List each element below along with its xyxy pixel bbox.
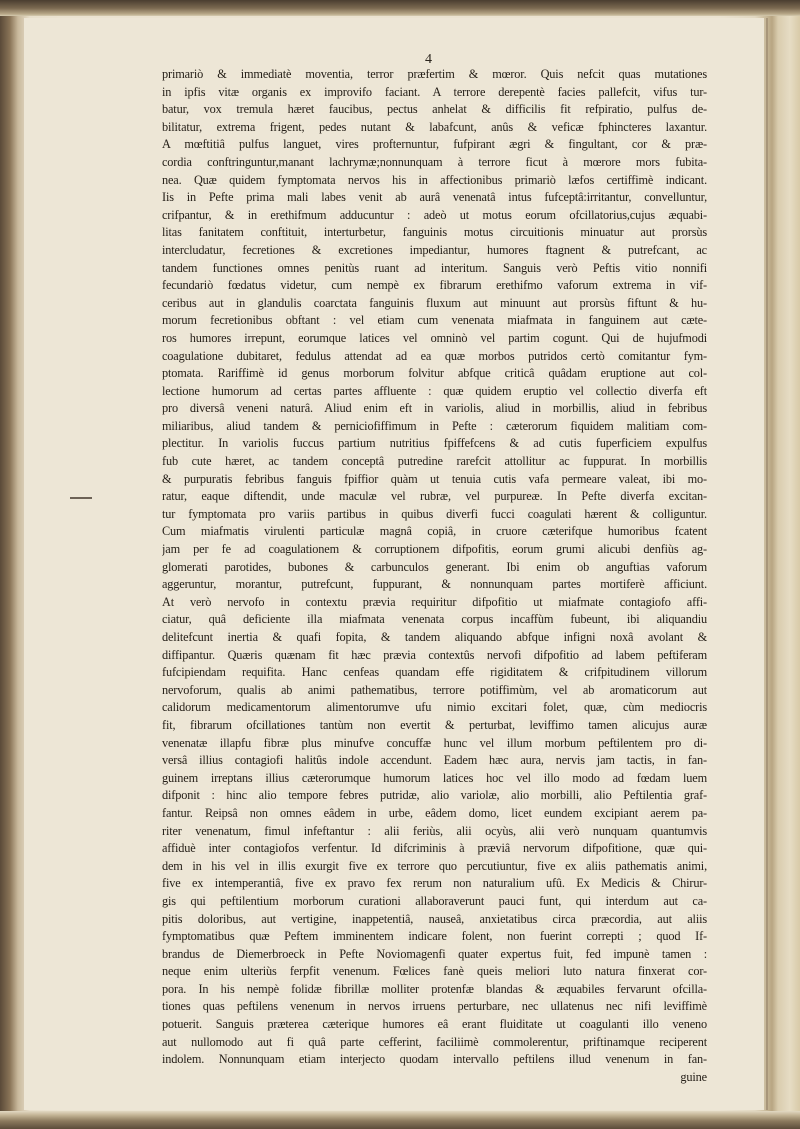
text-line: calidorum medicamentorum alimentorumve ufu nimio excitari folet, quæ, cùm mediocris [162,700,707,715]
text-line: batur, vox tremula hæret faucibus, pectus anhelat & difficilis fit refpiratio, pulfus de- [162,102,707,117]
text-line: potuerit. Sanguis præterea cæterique humores eâ erant fluiditate ut coagulanti illo veneno [162,1017,707,1032]
body-text [162,66,707,1086]
text-line: bilitatur, extrema frigent, pedes nutant & labafcunt, anûs & veficæ fphincteres laxantur. [162,119,707,134]
text-line: miliaribus, aliud tandem & perniciofiffimum in Pefte : cæterorum fiquidem malitiam com- [162,418,707,433]
text-line: tur fymptomata pro variis partibus in quibus diverfi fucci coagulati hærent & colliguntur. [162,506,707,521]
text-line: ptomata. Rariffimè id genus morborum folvitur abfque criticâ quâdam eruptione aut col- [162,366,707,381]
text-line: nervoforum, qualis ab animi pathematibus, terrore potiffimùm, vel ab aromaticorum aut [162,682,707,697]
text-line: tiones quas peftilens venenum in nervos irruens perturbare, nec ullatenus nec nifi leviffimè [162,999,707,1014]
margin-mark [70,497,92,499]
text-line: riter venenatum, fimul infeftantur : alii feriùs, alii ocyùs, alii verò nunquam quantumvis [162,823,707,838]
text-line: versâ illius contagiofi halitûs indole accendunt. Eadem hæc aura, nervis jam tactis, in fan- [162,753,707,768]
text-line: fit, fibrarum ofcillationes tantùm non evertit & perturbat, leviffimo tamen alicujus auræ [162,717,707,732]
text-line: five ex intemperantiâ, five ex pravo fex rerum non naturalium ufû. Ex Medicis & Chirur- [162,876,707,891]
text-line: Iis in Pefte prima mali labes venit ab aurâ venenatâ intus fufceptâ:irritantur, convelluntur, [162,190,707,205]
text-line: aut nullomodo aut fi quâ parte cefferint, faciliimè commolerentur, priftinamque reciperent [162,1034,707,1049]
text-line: ros humores irrepunt, eorumque latices vel omninò vel partim cogunt. Qui de hujufmodi [162,330,707,345]
text-line: venenatæ illapfu fibræ plus minufve concuffæ hunc vel illum morbum peftilentem pro di- [162,735,707,750]
text-line: fub cute hæret, ac tandem conceptâ putredine rarefcit attollitur ac fuppurat. In morbillis [162,454,707,469]
text-line: in ipfis vitæ organis ex improvifo faciant. A terrore derepentè facies pallefcit, vifus tur- [162,84,707,99]
text-line: guinem irreptans illius cæterorumque humorum latices hoc vel illo modo ad fœdam luem [162,770,707,785]
text-line: ceribus aut in glandulis coarctata fanguinis fluxum aut minuunt aut prorsùs fiftunt & hu- [162,295,707,310]
text-line: A mœftitiâ pulfus languet, vires profternuntur, fufpirant ægri & fingultant, cor & præ- [162,137,707,152]
text-line: dem in his vel in illis exurgit five ex terrore quo percutiuntur, five ex aliis pathematis animi, [162,858,707,873]
text-line: delitefcunt inertia & quafi fopita, & tandem aliquando abfque infigni noxâ avolant & [162,630,707,644]
text-line: litas fanitatem conftituit, interturbetur, fanguinis motus circuitionis minuatur aut prorsùs [162,225,707,240]
text-line: gis qui peftilentium morborum curationi allaboraverunt pauci funt, qui interdum aut ca- [162,893,707,908]
text-line: diffipantur. Quæris quænam fit hæc prævia contextûs nervofi difpofitio ad labem peftiferam [162,647,707,662]
text-line: tandem functiones omnes penitùs ruant ad interitum. Sanguis verò Peftis vitio nonnifi [162,260,707,275]
text-line: ratur, eaque diftendit, unde maculæ vel rubræ, vel purpureæ. In Pefte diverfa excitan- [162,489,707,504]
text-line: fantur. Reipsâ non omnes eâdem in urbe, eâdem domo, licet eundem excipiant aerem pa- [162,805,707,820]
text-line: intercludatur, fecretiones & excretiones impediantur, humores ftagnent & putrefcant, ac [162,242,707,257]
text-line: jam per fe ad coagulationem & corruptionem difpofitis, eorum grumi alicubi denfiùs ag- [162,542,707,557]
text-line: plectitur. In variolis fuccus partium nutritius fpiffefcens & ad cutis fuperficiem expulfus [162,436,707,451]
text-line: cordia conftringuntur,manant lachrymæ;nonnunquam à terrore ficut à mœrore mors fubita- [162,154,707,169]
text-line: difponit : hinc alio tempore febres putridæ, alio variolæ, alio morbilli, alio Peftilentia graf- [162,788,707,803]
text-line: At verò nervofo in contextu prævia requiritur difpofitio ut miafmate contagiofo affi- [162,594,707,609]
text-line: indolem. Nonnunquam etiam interjecto quodam intervallo peftilens illud venenum in fan- [162,1052,707,1067]
text-line: affiduè inter contagiofos verfentur. Id difcriminis à præviâ nervorum difpofitione, quæ qui- [162,841,707,856]
text-line: lectione humorum ad certas partes affluente : quæ quidem eruptio vel collectio diverfa eft [162,383,707,398]
text-line: pitis doloribus, aut vertigine, inappetentiâ, nauseâ, anxietatibus circa præcordia, aut aliis [162,911,707,926]
text-line: crifpantur, & in erethifmum adducuntur : adeò ut motus eorum ofcillatorius,cujus æquabi- [162,207,707,222]
text-line: pro diversâ veneni naturâ. Aliud enim eft in variolis, aliud in morbillis, aliud in febribus [162,401,707,416]
text-line: morum fecretionibus obftant : vel etiam cum venenata miafmata in fanguinem aut cæte- [162,313,707,328]
page-gutter-edge [766,18,768,1110]
text-line: & purpuratis febribus fanguis fpiffior quàm ut tenuia cutis vafa permeare valeat, ibi mo- [162,471,707,486]
text-line: ciatur, quâ deficiente illa miafmata venenata corpus incaffùm fubeunt, ibi aliquandiu [162,612,707,627]
book-top-edge [0,0,800,16]
text-line: brandus de Diemerbroeck in Pefte Noviomagenfi quater expertus fuit, fed impunè tamen : [162,946,707,961]
page-number: 4 [425,52,432,67]
text-line: Cum miafmatis virulenti particulæ magnâ copiâ, in cruore cæterifque humoribus fcatent [162,524,707,539]
text-line: guine [680,1069,707,1084]
text-line: primariò & immediatè moventia, terror præfertim & mœror. Quis nefcit quas mutationes [162,67,707,81]
text-line: aggeruntur, morantur, putrefcunt, fuppurant, & nonnunquam partes mortiferè afficiunt. [162,577,707,592]
text-line: fymptomatibus quæ Peftem imminentem indicare folent, non fuerint correpti ; quod If- [162,929,707,944]
text-line: coagulatione dubitaret, fedulus attendat ad ea quæ morbos putridos certò comitantur fym- [162,348,707,363]
text-line: nea. Quæ quidem fymptomata nervos his in affectionibus primariò læfos certiffimè indicant. [162,172,707,187]
text-line: fufcipiendam requifita. Hanc cenfeas quandam effe rigiditatem & crifpitudinem villorum [162,665,707,680]
text-line: fecundariò fœdatus videtur, cum nempè ex fibrarum erethifmo vaforum extrema in vif- [162,278,707,293]
book-bottom-edge [0,1111,800,1129]
text-line: glomerati parotides, bubones & carbunculos generant. Ibi enim ob anguftias vaforum [162,559,707,574]
text-line: pora. In his nempè folidæ fibrillæ molliter protenfæ blandas & æquabiles fervarunt ofcilla- [162,981,707,996]
text-line: neque enim ulteriùs ferpfit venenum. Fœlices fanè queis meliori luto natura finxerat cor- [162,964,707,979]
